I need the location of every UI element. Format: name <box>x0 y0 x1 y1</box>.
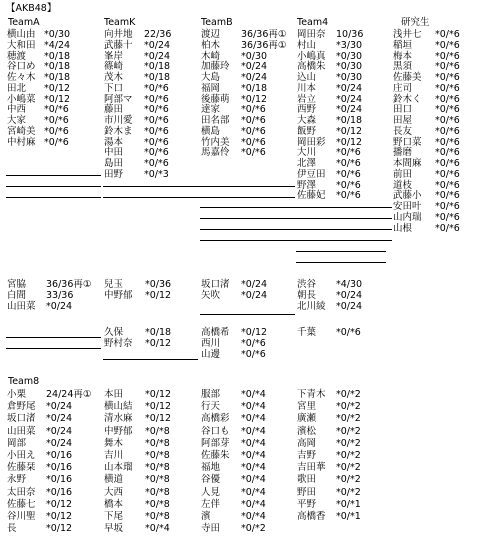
member-score: 24/24再① <box>46 389 92 400</box>
member-score: *4/24 <box>44 39 71 51</box>
member-name: 飯野 <box>297 125 317 137</box>
member-score: *0/*6 <box>144 115 169 126</box>
member-name: 清水麻 <box>104 413 133 425</box>
blank-line <box>6 186 101 187</box>
member-name: 寺田 <box>201 523 221 535</box>
member-score: *0/*6 <box>144 82 169 94</box>
member-score: *0/*6 <box>144 158 169 169</box>
member-score: *0/*1 <box>336 498 361 510</box>
member-name: 長友 <box>393 125 413 137</box>
member-score: *0/*6 <box>241 104 266 116</box>
member-name: 伊豆田 <box>297 168 326 180</box>
member-score: *0/12 <box>46 498 73 510</box>
member-score: *0/30 <box>336 72 363 83</box>
member-name: 中田 <box>104 147 124 159</box>
member-name: 兒玉 <box>104 279 124 290</box>
member-name: 横島 <box>201 125 221 137</box>
member-name: 茂木 <box>104 72 124 83</box>
member-score: *0/*6 <box>435 104 460 116</box>
member-name: 篠崎 <box>104 61 124 73</box>
member-name: 坂口渚 <box>7 413 36 425</box>
member-name: 吉川 <box>104 450 124 461</box>
member-name: 播磨 <box>393 147 413 159</box>
member-name: 太田奈 <box>7 486 36 498</box>
member-score: *0/16 <box>46 462 73 474</box>
member-score: *0/24 <box>336 104 363 116</box>
member-name: 岩立 <box>297 93 317 105</box>
member-name: 下尾 <box>104 511 124 522</box>
member-name: 横山由 <box>7 29 36 40</box>
member-score: *0/*6 <box>435 179 460 191</box>
member-name: 山田菜 <box>7 301 36 312</box>
member-score: *0/24 <box>241 279 268 290</box>
member-score: *0/*6 <box>435 50 460 62</box>
member-score: *0/*2 <box>241 523 266 535</box>
blank-line <box>103 186 295 187</box>
member-score: *0/12 <box>46 523 73 535</box>
member-score: *0/24 <box>144 39 171 51</box>
member-score: *0/*4 <box>241 486 266 498</box>
member-score: *0/*2 <box>336 401 361 413</box>
member-name: 武藤十 <box>104 39 133 51</box>
member-score: *0/*6 <box>435 61 460 73</box>
member-name: 穂渡 <box>7 50 27 62</box>
member-name: 中西 <box>7 104 27 116</box>
member-score: *0/18 <box>44 72 71 83</box>
member-score: *0/*6 <box>241 338 266 349</box>
member-name: 後藤萌 <box>201 93 230 105</box>
member-name: 千葉 <box>297 327 317 338</box>
member-name: 大島 <box>201 72 221 83</box>
member-name: 山本瑠 <box>104 462 133 474</box>
member-score: *0/*6 <box>241 125 266 137</box>
member-score: *0/*3 <box>144 168 169 180</box>
member-score: *0/24 <box>336 82 363 94</box>
member-name: 稲垣 <box>393 39 413 51</box>
member-score: *0/*6 <box>336 158 361 169</box>
member-name: 福地 <box>201 462 221 474</box>
member-name: 竹内美 <box>201 136 230 148</box>
member-score: *0/12 <box>336 125 363 137</box>
member-name: 宮崎美 <box>7 125 36 137</box>
member-name: 藤田 <box>104 104 124 116</box>
member-name: 高橋朱 <box>297 61 326 73</box>
member-score: *0/*6 <box>435 136 460 148</box>
member-name: 小嶋真 <box>297 50 326 62</box>
member-score: *0/*6 <box>435 125 460 137</box>
member-name: 大川 <box>297 147 317 159</box>
member-score: *0/*8 <box>145 474 170 486</box>
member-name: 左伴 <box>201 498 221 510</box>
member-name: 庄司 <box>393 82 413 94</box>
member-score: *0/12 <box>44 93 71 105</box>
member-name: 佐々木 <box>7 72 36 83</box>
member-score: *0/*6 <box>144 125 169 137</box>
member-name: 永野 <box>7 474 27 486</box>
member-name: 梅本 <box>393 50 413 62</box>
member-score: *0/*6 <box>435 158 460 169</box>
member-score: *0/30 <box>336 50 363 62</box>
member-score: *0/12 <box>145 338 172 349</box>
member-name: 小栗 <box>7 389 27 400</box>
member-name: 白間 <box>7 290 27 301</box>
member-name: 村山 <box>297 39 317 51</box>
member-score: *0/*6 <box>336 327 361 338</box>
member-name: 山根 <box>393 222 413 234</box>
member-name: 谷優 <box>201 474 221 486</box>
blank-line <box>296 262 386 263</box>
blank-line <box>103 197 295 198</box>
member-name: 本間麻 <box>393 158 422 169</box>
member-score: *0/*6 <box>435 72 460 83</box>
member-score: *0/12 <box>336 136 363 148</box>
member-name: 平野 <box>297 498 317 510</box>
member-score: *0/24 <box>46 425 73 437</box>
member-name: 岡田奈 <box>297 29 326 40</box>
member-name: 加藤玲 <box>201 61 230 73</box>
member-name: 馬嘉伶 <box>201 147 230 159</box>
member-score: *0/*6 <box>336 190 361 202</box>
blank-line <box>200 229 392 230</box>
member-name: 田名部 <box>201 115 230 126</box>
member-name: 長 <box>7 523 17 535</box>
member-score: 33/36 <box>46 290 74 301</box>
member-name: 歌田 <box>297 474 317 486</box>
member-name: 佐藤美 <box>393 72 422 83</box>
member-name: 渋谷 <box>297 279 317 290</box>
member-score: *0/24 <box>336 93 363 105</box>
member-score: *0/12 <box>44 82 71 94</box>
member-score: *0/16 <box>46 450 73 461</box>
member-score: *0/*4 <box>241 437 266 449</box>
member-name: 坂口渚 <box>201 279 230 290</box>
member-name: 武藤小 <box>393 190 422 202</box>
member-score: 36/36再① <box>46 279 92 290</box>
member-score: *0/*6 <box>435 211 460 223</box>
member-score: *0/24 <box>46 401 73 413</box>
member-score: *0/*4 <box>145 523 170 535</box>
member-name: 野田 <box>297 486 317 498</box>
member-score: *0/12 <box>145 389 172 400</box>
member-name: 大西 <box>104 486 124 498</box>
member-name: 舞木 <box>104 437 124 449</box>
blank-line <box>6 337 101 338</box>
member-score: *0/*8 <box>145 462 170 474</box>
member-name: 岡田彩 <box>297 136 326 148</box>
blank-line <box>6 197 101 198</box>
member-name: 阿部芽 <box>201 437 230 449</box>
member-score: *0/*6 <box>435 93 460 105</box>
member-name: 佐藤七 <box>7 498 36 510</box>
member-name: 廣瀬 <box>297 413 317 425</box>
member-name: 中野郁 <box>104 290 133 301</box>
member-score: *0/*8 <box>145 511 170 522</box>
member-name: 佐藤栞 <box>7 462 36 474</box>
member-score: *4/30 <box>336 279 363 290</box>
member-score: *0/*8 <box>145 498 170 510</box>
member-name: 谷口め <box>7 61 36 73</box>
member-name: 野村奈 <box>104 338 133 349</box>
member-score: *0/24 <box>241 72 268 83</box>
member-score: *0/36 <box>145 279 172 290</box>
member-score: *0/*6 <box>336 168 361 180</box>
member-name: 野澤 <box>297 179 317 191</box>
member-name: 宮里 <box>297 401 317 413</box>
member-name: 峯岸 <box>104 50 124 62</box>
member-score: *0/*2 <box>336 474 361 486</box>
member-name: 山田菜 <box>7 425 36 437</box>
member-score: 10/36 <box>336 29 364 40</box>
member-score: *0/*4 <box>241 474 266 486</box>
blank-line <box>200 240 392 241</box>
member-name: 高橋彩 <box>201 413 230 425</box>
member-score: *0/*6 <box>336 147 361 159</box>
member-score: *0/*8 <box>145 486 170 498</box>
member-score: *0/*8 <box>145 450 170 461</box>
member-score: *0/*6 <box>144 136 169 148</box>
member-score: *0/18 <box>241 82 268 94</box>
member-score: 36/36再① <box>241 39 287 51</box>
member-score: *0/*6 <box>435 222 460 234</box>
team-header: TeamB <box>201 17 233 28</box>
team-header: Team4 <box>297 17 329 28</box>
member-name: 横道 <box>104 474 124 486</box>
member-name: 高橋香 <box>297 511 326 522</box>
team-header: 研究生 <box>401 17 430 28</box>
member-name: 安田叶 <box>393 201 422 212</box>
member-score: *0/*6 <box>44 136 69 148</box>
member-name: 北澤 <box>297 158 317 169</box>
member-name: 岡部 <box>7 437 27 449</box>
member-score: *0/*4 <box>241 389 266 400</box>
member-score: *0/30 <box>44 29 71 40</box>
member-name: 宮脇 <box>7 279 27 290</box>
member-score: *0/18 <box>44 50 71 62</box>
member-name: 中野郁 <box>104 425 133 437</box>
member-name: 福岡 <box>201 82 221 94</box>
member-score: *0/*6 <box>44 125 69 137</box>
member-name: 小田え <box>7 450 36 461</box>
member-name: 佐藤妃 <box>297 190 326 202</box>
member-score: *0/*8 <box>145 437 170 449</box>
member-score: *0/*4 <box>241 511 266 522</box>
member-score: *0/*6 <box>435 82 460 94</box>
member-score: *0/18 <box>144 61 171 73</box>
member-score: *0/*6 <box>435 29 460 40</box>
member-name: 久保 <box>104 327 124 338</box>
member-name: 朝長 <box>297 290 317 301</box>
member-name: 阿部マ <box>104 93 133 105</box>
member-name: 吉野 <box>297 450 317 461</box>
member-name: 吉田華 <box>297 462 326 474</box>
member-name: 向井地 <box>104 29 133 40</box>
member-name: 湯本 <box>104 136 124 148</box>
member-score: *0/16 <box>46 486 73 498</box>
member-score: *0/*6 <box>336 179 361 191</box>
member-score: *0/*2 <box>336 425 361 437</box>
member-score: *0/18 <box>144 72 171 83</box>
member-name: 早坂 <box>104 523 124 535</box>
member-name: 田北 <box>7 82 27 94</box>
member-score: *0/12 <box>241 327 268 338</box>
member-score: *0/*2 <box>336 486 361 498</box>
member-score: *0/24 <box>46 301 73 312</box>
member-score: *0/*8 <box>145 425 170 437</box>
member-name: 北川綾 <box>297 301 326 312</box>
member-name: 田屋 <box>393 115 413 126</box>
member-name: 本田 <box>104 389 124 400</box>
blank-line <box>296 251 386 252</box>
member-score: *0/12 <box>145 290 172 301</box>
member-name: 島田 <box>104 158 124 169</box>
team-header: TeamK <box>104 17 136 28</box>
member-score: *0/*6 <box>435 147 460 159</box>
member-score: 22/36 <box>144 29 172 40</box>
member-name: 大森 <box>297 115 317 126</box>
member-name: 佐藤朱 <box>201 450 230 461</box>
member-name: 道枝 <box>393 179 413 191</box>
member-score: *0/24 <box>241 61 268 73</box>
member-name: 市川愛 <box>104 115 133 126</box>
member-name: 西野 <box>297 104 317 116</box>
member-score: *0/30 <box>241 50 268 62</box>
member-name: 川本 <box>297 82 317 94</box>
member-score: *0/18 <box>336 115 363 126</box>
member-score: *0/*6 <box>435 115 460 126</box>
member-score: *0/*6 <box>241 136 266 148</box>
member-name: 谷川聖 <box>7 511 36 522</box>
member-name: 高橋希 <box>201 327 230 338</box>
member-name: 小嶋菜 <box>7 93 36 105</box>
blank-line <box>6 348 101 349</box>
member-name: 大家 <box>7 115 27 126</box>
member-name: 黒須 <box>393 61 413 73</box>
member-score: *0/*4 <box>241 462 266 474</box>
member-name: 西川 <box>201 338 221 349</box>
member-name: 人見 <box>201 486 221 498</box>
member-score: *0/*6 <box>144 104 169 116</box>
member-name: 橋本 <box>104 498 124 510</box>
member-score: *0/*2 <box>336 450 361 461</box>
member-score: *0/*4 <box>241 450 266 461</box>
member-name: 倉野尾 <box>7 401 36 413</box>
member-score: *0/*6 <box>44 115 69 126</box>
member-score: *3/30 <box>336 39 363 51</box>
member-name: 柏木 <box>201 39 221 51</box>
member-score: 36/36再① <box>241 29 287 40</box>
member-score: *0/*6 <box>144 93 169 105</box>
member-score: *0/*6 <box>435 190 460 202</box>
member-name: 服部 <box>201 389 221 400</box>
member-name: 横山結 <box>104 401 133 413</box>
member-name: 下青木 <box>297 389 326 400</box>
member-score: *0/*1 <box>336 511 361 522</box>
member-name: 濱 <box>201 511 211 522</box>
member-name: 渡辺 <box>201 29 221 40</box>
member-score: *0/24 <box>46 413 73 425</box>
member-name: 浅井七 <box>393 29 422 40</box>
member-score: *0/*2 <box>336 413 361 425</box>
member-score: *0/18 <box>44 61 71 73</box>
member-name: 谷口も <box>201 425 230 437</box>
member-score: *0/24 <box>46 437 73 449</box>
blank-line <box>103 359 198 360</box>
member-name: 山邊 <box>201 349 221 360</box>
member-name: 高岡 <box>297 437 317 449</box>
member-name: 達家 <box>201 104 221 116</box>
member-name: 中村麻 <box>7 136 36 148</box>
blank-line <box>200 218 392 219</box>
member-name: 鈴木ま <box>104 125 133 137</box>
member-score: *0/*6 <box>435 39 460 51</box>
team-header: TeamA <box>8 17 40 28</box>
team-header: Team8 <box>8 376 40 387</box>
blank-line <box>6 175 101 176</box>
member-score: *0/*4 <box>241 425 266 437</box>
member-score: *0/*6 <box>435 168 460 180</box>
member-score: *0/*6 <box>241 147 266 159</box>
member-name: 田野 <box>104 168 124 180</box>
member-score: *0/*6 <box>144 147 169 159</box>
member-name: 下口 <box>104 82 124 94</box>
member-score: *0/*2 <box>336 437 361 449</box>
member-score: *0/*6 <box>241 115 266 126</box>
member-score: *0/24 <box>336 290 363 301</box>
member-score: *0/12 <box>145 401 172 413</box>
member-score: *0/*4 <box>241 413 266 425</box>
member-score: *0/12 <box>145 413 172 425</box>
member-name: 大和田 <box>7 39 36 51</box>
member-name: 木崎 <box>201 50 221 62</box>
member-name: 濱松 <box>297 425 317 437</box>
member-name: 前田 <box>393 168 413 180</box>
member-name: 矢吹 <box>201 290 221 301</box>
member-score: *0/*2 <box>336 462 361 474</box>
member-score: *0/*2 <box>336 389 361 400</box>
member-name: 田口 <box>393 104 413 116</box>
document-title: 【AKB48】 <box>6 3 57 14</box>
member-name: 鈴木く <box>393 93 422 105</box>
member-score: *0/*4 <box>241 498 266 510</box>
member-score: *0/*4 <box>241 401 266 413</box>
member-name: 野口菜 <box>393 136 422 148</box>
member-score: *0/24 <box>241 290 268 301</box>
member-score: *0/12 <box>46 511 73 522</box>
member-score: *0/30 <box>336 61 363 73</box>
blank-line <box>200 207 392 208</box>
member-name: 山内瑞 <box>393 211 422 223</box>
member-score: *0/*6 <box>435 201 460 212</box>
member-score: *0/18 <box>145 327 172 338</box>
blank-line <box>200 314 295 315</box>
member-name: 行天 <box>201 401 221 413</box>
member-score: *0/16 <box>46 474 73 486</box>
member-score: *0/24 <box>144 50 171 62</box>
member-score: *0/*6 <box>44 104 69 116</box>
member-name: 込山 <box>297 72 317 83</box>
member-score: *0/24 <box>336 301 363 312</box>
member-score: *0/12 <box>241 93 268 105</box>
member-score: *0/*6 <box>241 349 266 360</box>
